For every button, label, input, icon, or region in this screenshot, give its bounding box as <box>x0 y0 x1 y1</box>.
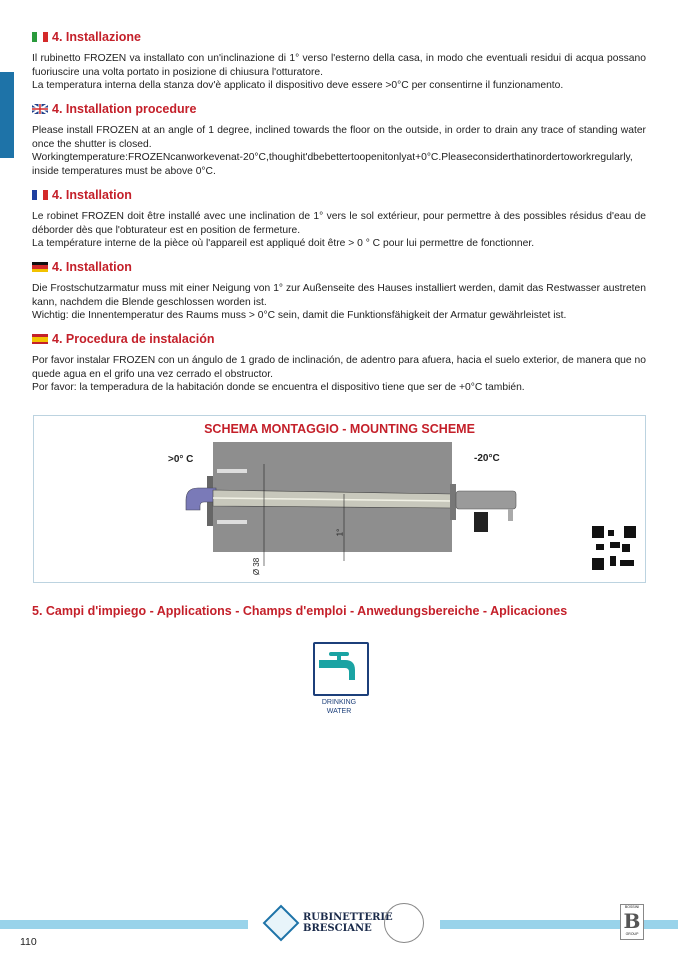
paragraph-line: Por favor: la temperadura de la habitación donde se encuentra el dispositivo tiene que ser de +0°C también. <box>32 382 525 393</box>
paragraph-line: La température interne de la pièce où l'appareil est appliqué doit être > 0 ° C pour lui permettre de fonctionner. <box>32 238 535 249</box>
section <box>32 260 646 323</box>
outside-temp-label: -20°C <box>474 453 500 464</box>
section-heading: 4. Procedura de instalación <box>32 332 646 346</box>
section-heading: 4. Installazione <box>32 30 646 44</box>
section-body <box>32 282 646 323</box>
iso-seal <box>384 903 424 943</box>
footer-bar-left <box>0 920 248 929</box>
section-heading: 4. Installation procedure <box>32 102 646 116</box>
paragraph-line: Die Frostschutzarmatur muss mit einer Neigung von 1° zur Außenseite des Hauses installiert werden, damit das Restwasser austreten kann, nachdem die Blende geschlossen worden ist. <box>32 283 646 308</box>
section-body <box>32 124 646 178</box>
paragraph-line: Workingtemperature:FROZENcanworkevenat-20°C,thoughit'dbebettertoopenitonlyat+0°C.Pleaseconsiderthatinordertoworkregularly, inside temperatures must be above 0°C. <box>32 152 633 177</box>
brand-logo: RUBINETTERIE BRESCIANE <box>262 904 393 942</box>
flag-uk-icon <box>32 104 48 114</box>
section <box>32 102 646 178</box>
flag-de-icon <box>32 262 48 272</box>
mounting-scheme <box>33 415 646 583</box>
scheme-title: SCHEMA MONTAGGIO - MOUNTING SCHEME <box>204 422 475 436</box>
inside-temp-label: >0° C <box>168 454 194 465</box>
section <box>32 332 646 395</box>
flag-icon <box>32 190 48 200</box>
paragraph-line: Por favor instalar FROZEN con un ángulo de 1 grado de inclinación, de adentro para afuera, hacia el suelo exterior, de manera que no quede agua en el grifo una vez cerrado el obstructor. <box>32 355 646 380</box>
section-body <box>32 354 646 395</box>
drinking-water-icon <box>313 642 369 696</box>
mounting-diagram <box>34 416 645 582</box>
applications-title: 5. Campi d'impiego - Applications - Champs d'emploi - Anwedungsbereiche - Aplicaciones <box>32 604 568 618</box>
page-number: 110 <box>20 936 37 948</box>
section-heading: 4. Installation <box>32 260 646 274</box>
side-tab <box>0 72 14 158</box>
angle-label: 1° <box>335 528 345 537</box>
section <box>32 30 646 93</box>
section-body <box>32 210 646 251</box>
paragraph-line: Le robinet FROZEN doit être installé avec une inclination de 1° vers le sol extérieur, pour permettre à des possibles résidus d'eau de déborder dès que l'obturateur est en position de fermeture. <box>32 211 646 236</box>
flag-icon <box>32 32 48 42</box>
drinking-water-label: DRINKING WATER <box>321 699 357 715</box>
paragraph-line: Please install FROZEN at an angle of 1 degree, inclined towards the floor on the outside, in order to drain any trace of standing water once the shutter is closed. <box>32 125 646 150</box>
paragraph-line: La temperatura interna della stanza dov'è applicato il dispositivo deve essere >0°C per consentirne il funzionamento. <box>32 80 564 91</box>
section <box>32 188 646 251</box>
section-body <box>32 52 646 93</box>
group-logo: BOSSINI B GROUP <box>620 904 644 940</box>
paragraph-line: Il rubinetto FROZEN va installato con un'inclinazione di 1° verso l'esterno della casa, in modo che eventuali residui di acqua possano fuoriuscire una volta portato in posizione di chiusura l'otturatore. <box>32 53 646 78</box>
flag-es-icon <box>32 334 48 344</box>
section-heading: 4. Installation <box>32 188 646 202</box>
paragraph-line: Wichtig: die Innentemperatur des Raums muss > 0°C sein, damit die Funktionsfähigkeit der Armatur gewährleistet ist. <box>32 310 567 321</box>
diameter-label: Ø 38 <box>252 557 262 576</box>
